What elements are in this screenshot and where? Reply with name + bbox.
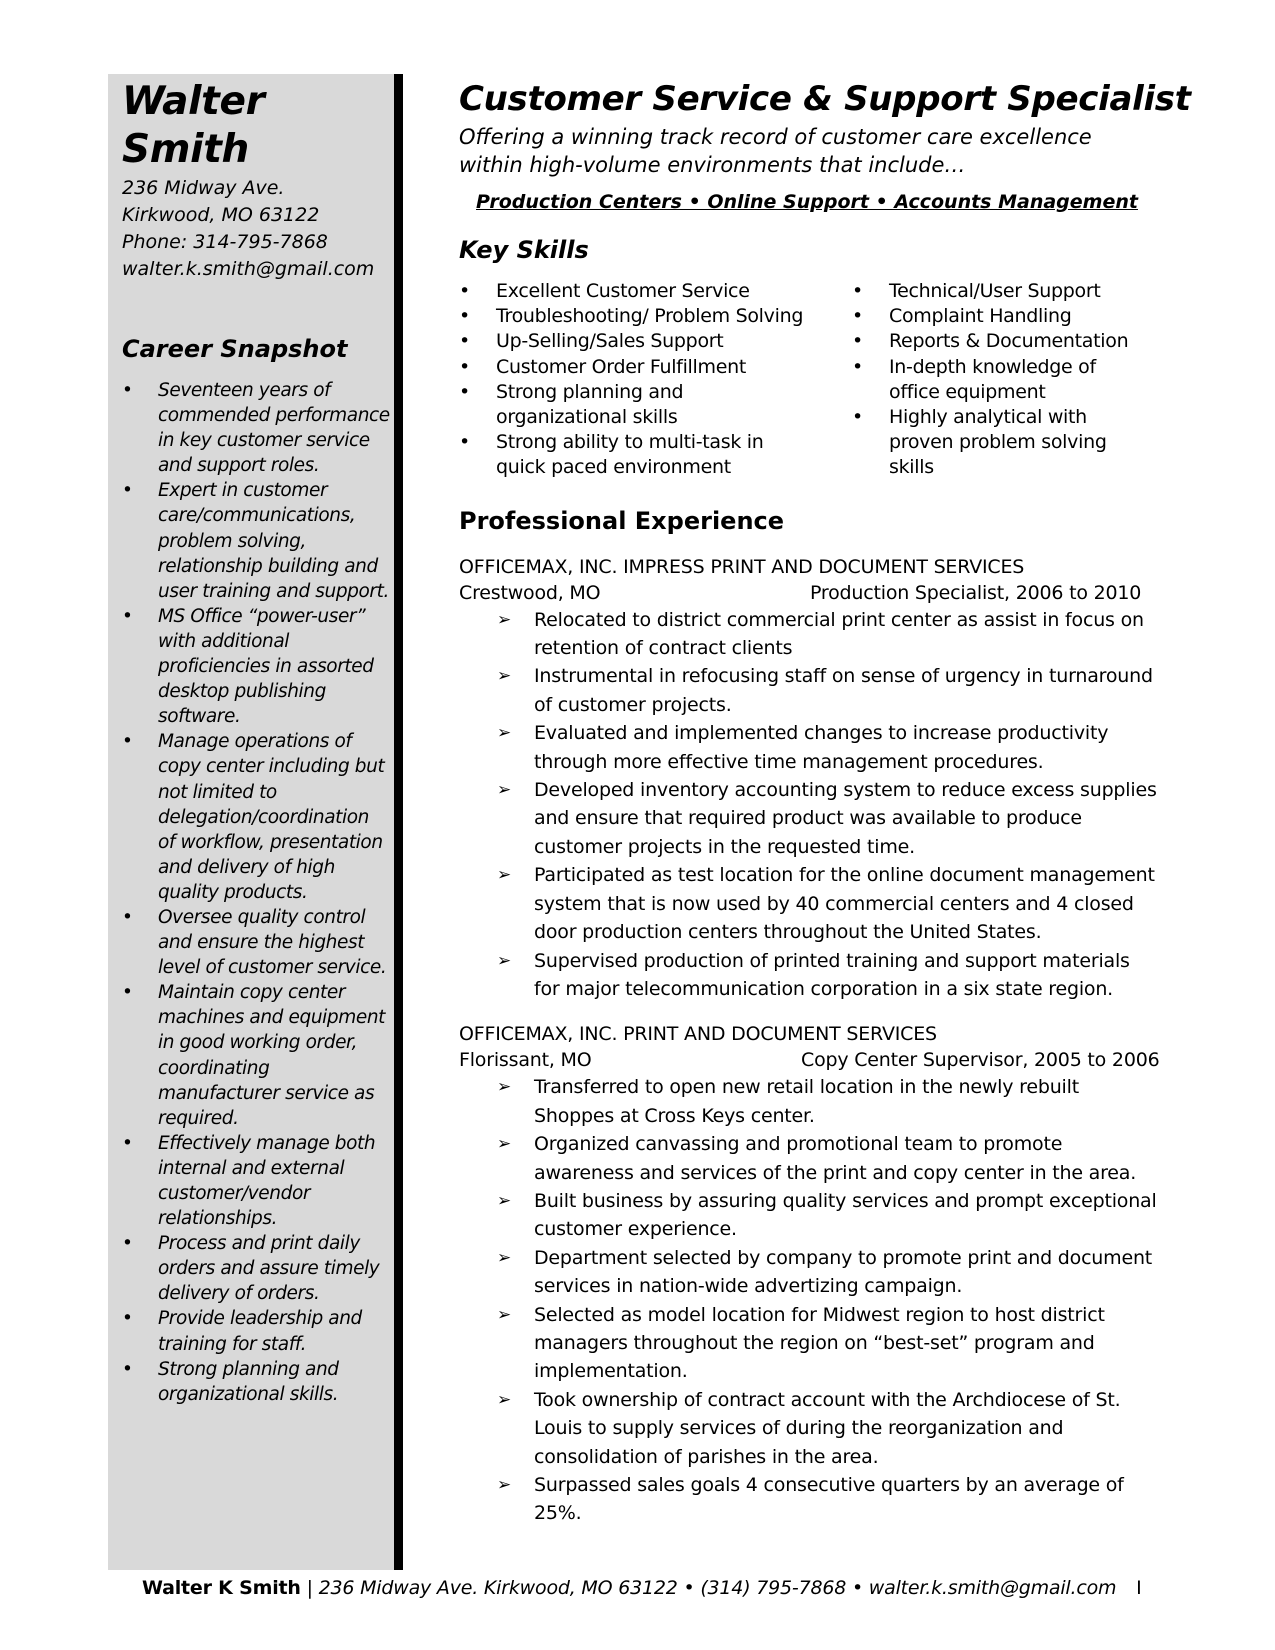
job-company: OFFICEMAX, INC. PRINT AND DOCUMENT SERVICES: [459, 1023, 937, 1046]
bullet-icon: •: [852, 305, 863, 328]
footer-marker: I: [1136, 1577, 1142, 1599]
snapshot-item-text: Maintain copy center machines and equipment in good working order, coordinating manufacturer service as required.: [158, 982, 386, 1129]
sidebar-content: [122, 74, 390, 1407]
snapshot-item-text: Expert in customer care/communications, problem solving, relationship building and user training and support.: [158, 480, 389, 602]
arrow-bullet-icon: ➢: [497, 1190, 512, 1211]
job-bullet-text: Instrumental in refocusing staff on sense of urgency in turnaround of customer projects.: [534, 665, 1153, 716]
bullet-icon: •: [459, 305, 470, 328]
arrow-bullet-icon: ➢: [497, 609, 512, 630]
job-bullet: [459, 1301, 1159, 1386]
contact-email: walter.k.smith@gmail.com: [122, 258, 375, 280]
footer-contact: 236 Midway Ave. Kirkwood, MO 63122 • (314) 795-7868 • walter.k.smith@gmail.com: [318, 1577, 1117, 1599]
job-bullet: [459, 719, 1159, 776]
skill-item: [459, 304, 811, 329]
skills-column-left: [459, 279, 852, 481]
bullet-icon: •: [459, 355, 470, 378]
bullet-icon: •: [122, 1308, 133, 1330]
skill-item: [459, 380, 811, 430]
job-bullet-text: Took ownership of contract account with the Archdiocese of St. Louis to supply services of during the reorganization and consolidation of parishes in the area.: [534, 1388, 1121, 1468]
footer-name: Walter K Smith: [142, 1577, 301, 1599]
job-bullet: [459, 1073, 1159, 1130]
bullet-icon: •: [122, 1233, 133, 1255]
skill-text: Strong planning and organizational skills: [496, 380, 684, 429]
bullet-icon: •: [852, 280, 863, 302]
skill-item: [459, 430, 811, 480]
skill-item: [852, 355, 1149, 405]
bullet-icon: •: [459, 280, 470, 302]
footer-separator: |: [306, 1577, 313, 1599]
bullet-icon: •: [122, 906, 133, 928]
job-bullet-text: Developed inventory accounting system to reduce excess supplies and ensure that required product was available to produce customer projects in the requested time.: [534, 779, 1157, 858]
job-role: Copy Center Supervisor, 2005 to 2006: [801, 1049, 1160, 1072]
job-meta-row: [459, 580, 1159, 606]
snapshot-item: [122, 1357, 390, 1407]
skill-item: [852, 304, 1149, 329]
arrow-bullet-icon: ➢: [497, 1134, 512, 1155]
focus-areas: Production Centers • Online Support • Accounts Management: [476, 191, 1138, 213]
skill-item: [459, 355, 811, 380]
candidate-name: Walter Smith: [122, 79, 265, 172]
job-bullets: [459, 606, 1159, 1004]
skill-item: [852, 329, 1149, 354]
job-bullet-text: Department selected by company to promote print and document services in nation-wide advertizing campaign.: [534, 1246, 1153, 1298]
snapshot-item: [122, 1306, 390, 1356]
skill-item: [459, 329, 811, 354]
job-bullet: [459, 1130, 1159, 1187]
job-location: Florissant, MO: [459, 1049, 592, 1072]
arrow-bullet-icon: ➢: [497, 1247, 512, 1268]
job-company: OFFICEMAX, INC. IMPRESS PRINT AND DOCUMENT SERVICES: [459, 555, 1025, 578]
bullet-icon: •: [852, 330, 863, 353]
snapshot-item: [122, 1131, 390, 1231]
key-skills-heading: Key Skills: [459, 236, 589, 264]
bullet-icon: •: [459, 380, 470, 403]
job-bullet-text: Selected as model location for Midwest region to host district managers throughout the region on “best-set” program and implementation.: [534, 1303, 1105, 1383]
job-bullet: [459, 1471, 1159, 1528]
arrow-bullet-icon: ➢: [497, 780, 512, 801]
snapshot-item-text: Strong planning and organizational skills.: [158, 1358, 339, 1405]
arrow-bullet-icon: ➢: [497, 950, 512, 971]
snapshot-item-text: Seventeen years of commended performance in key customer service and support roles.: [158, 380, 390, 477]
key-skills-grid: [459, 279, 1159, 481]
snapshot-item: [122, 378, 390, 478]
job-bullet-text: Participated as test location for the online document management system that is now used by 40 commercial centers and 4 closed door production centers throughout the United States.: [534, 864, 1155, 944]
bullet-icon: •: [852, 406, 863, 429]
job-meta-row: [459, 1047, 1159, 1073]
arrow-bullet-icon: ➢: [497, 1475, 512, 1495]
career-snapshot-heading: Career Snapshot: [122, 335, 348, 363]
job-location: Crestwood, MO: [459, 581, 601, 604]
skill-text: Reports & Documentation: [889, 330, 1129, 353]
snapshot-item: [122, 905, 390, 980]
job-bullet: [459, 947, 1159, 1004]
bullet-icon: •: [459, 330, 470, 353]
arrow-bullet-icon: ➢: [497, 1077, 512, 1098]
job-bullet: [459, 1244, 1159, 1301]
snapshot-item-text: MS Office “power-user” with additional proficiencies in assorted desktop publishing software.: [158, 605, 374, 728]
bullet-icon: •: [122, 731, 133, 753]
snapshot-item-text: Oversee quality control and ensure the highest level of customer service.: [158, 906, 387, 979]
snapshot-item: [122, 478, 390, 603]
skill-text: Highly analytical with proven problem solving skills: [889, 406, 1107, 479]
job-bullet-text: Built business by assuring quality services and prompt exceptional customer experience.: [534, 1189, 1157, 1241]
job-bullet: [459, 662, 1159, 719]
main-content: [459, 74, 1191, 1528]
job-bullet: [459, 776, 1159, 861]
snapshot-item: [122, 604, 390, 729]
career-snapshot-list: [122, 378, 390, 1407]
resume-headline: Customer Service & Support Specialist: [459, 79, 1191, 119]
bullet-icon: •: [122, 605, 133, 627]
arrow-bullet-icon: ➢: [497, 723, 512, 744]
arrow-bullet-icon: ➢: [497, 1389, 512, 1410]
job-bullet: [459, 606, 1159, 663]
sidebar-panel: [108, 74, 395, 1570]
job-bullet-text: Relocated to district commercial print center as assist in focus on retention of contract clients: [534, 608, 1144, 660]
job-bullet: [459, 1187, 1159, 1244]
skill-text: In-depth knowledge of office equipment: [889, 355, 1096, 403]
skill-text: Customer Order Fulfillment: [496, 355, 746, 378]
arrow-bullet-icon: ➢: [497, 666, 512, 687]
bullet-icon: •: [852, 355, 863, 378]
arrow-bullet-icon: ➢: [497, 865, 512, 886]
skill-item: [852, 405, 1149, 481]
experience-heading: Professional Experience: [459, 506, 785, 535]
summary-tagline: Offering a winning track record of customer care excellence within high-volume environments that include…: [459, 125, 1092, 177]
skill-text: Technical/User Support: [889, 280, 1101, 302]
job-bullet-text: Surpassed sales goals 4 consecutive quarters by an average of 25%.: [534, 1474, 1124, 1525]
contact-city: Kirkwood, MO 63122: [122, 204, 320, 226]
arrow-bullet-icon: ➢: [497, 1304, 512, 1325]
contact-phone: Phone: 314-795-7868: [122, 231, 328, 253]
page-footer: [142, 1575, 1142, 1601]
bullet-icon: •: [122, 380, 133, 401]
skill-item: [459, 279, 811, 304]
job-bullet-text: Supervised production of printed training and support materials for major telecommunication corporation in a six state region.: [534, 949, 1130, 1000]
contact-address: 236 Midway Ave.: [122, 177, 285, 199]
bullet-icon: •: [122, 1358, 133, 1380]
snapshot-item: [122, 729, 390, 905]
skill-text: Troubleshooting/ Problem Solving: [496, 305, 804, 328]
skill-text: Complaint Handling: [889, 305, 1072, 328]
job-role: Production Specialist, 2006 to 2010: [810, 581, 1142, 604]
job-bullet: [459, 861, 1159, 946]
job-bullet-text: Transferred to open new retail location in the newly rebuilt Shoppes at Cross Keys center.: [534, 1076, 1079, 1127]
snapshot-item: [122, 980, 390, 1131]
skills-column-right: [852, 279, 1149, 481]
snapshot-item-text: Effectively manage both internal and external customer/vendor relationships.: [158, 1132, 376, 1230]
bullet-icon: •: [459, 431, 470, 454]
job-bullet-text: Evaluated and implemented changes to increase productivity through more effective time management procedures.: [534, 722, 1109, 773]
bullet-icon: •: [122, 1132, 133, 1154]
sidebar-divider: [394, 74, 403, 1570]
job-bullet: [459, 1386, 1159, 1471]
skill-text: Excellent Customer Service: [496, 280, 750, 302]
snapshot-item: [122, 1231, 390, 1306]
job-bullets: [459, 1073, 1159, 1528]
job-bullet-text: Organized canvassing and promotional team to promote awareness and services of the print and copy center in the area.: [534, 1133, 1137, 1184]
bullet-icon: •: [122, 480, 133, 502]
skill-item: [852, 279, 1149, 304]
skill-text: Up-Selling/Sales Support: [496, 330, 724, 353]
bullet-icon: •: [122, 982, 133, 1004]
snapshot-item-text: Manage operations of copy center including but not limited to delegation/coordination of workflow, presentation and delivery of high quality products.: [158, 731, 385, 903]
skill-text: Strong ability to multi-task in quick paced environment: [496, 431, 764, 479]
snapshot-item-text: Process and print daily orders and assure timely delivery of orders.: [158, 1233, 380, 1305]
snapshot-item-text: Provide leadership and training for staff.: [158, 1308, 362, 1355]
